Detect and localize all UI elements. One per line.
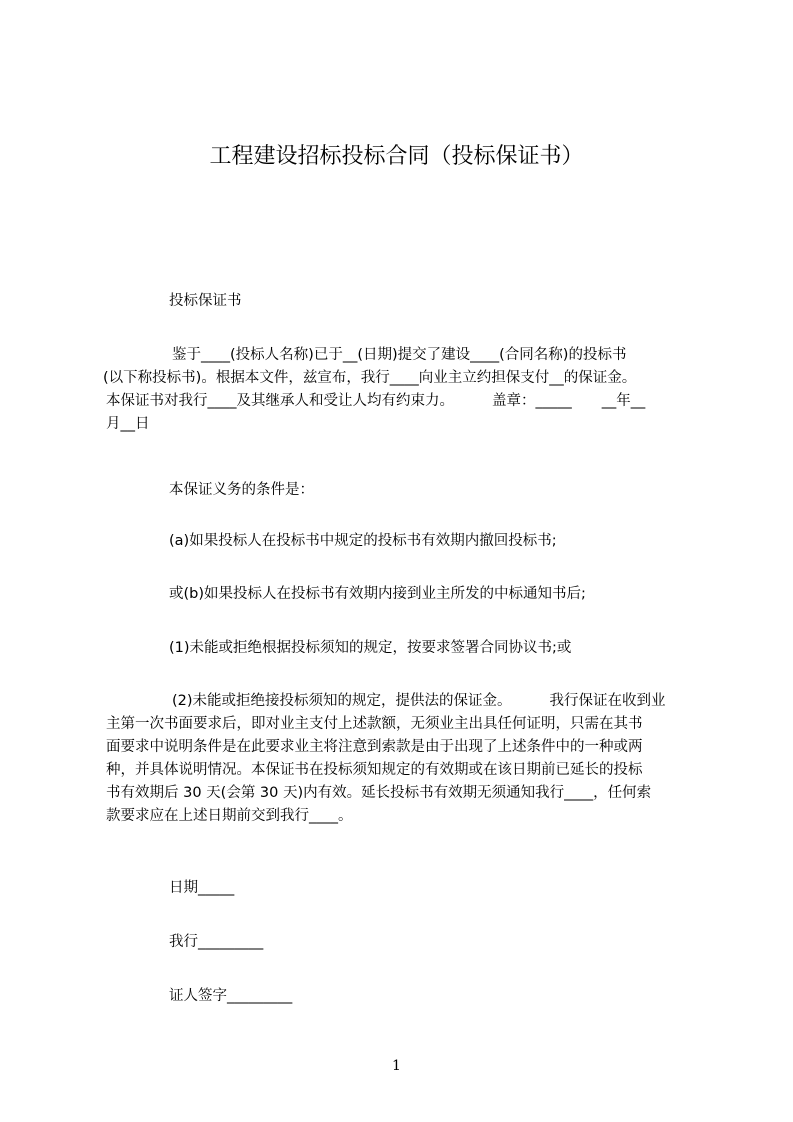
bank-field xyxy=(106,931,706,954)
date-year-field: __年__ xyxy=(601,393,646,409)
seal-field: 盖章：_____ xyxy=(492,393,572,409)
document-title: 工程建设招标投标合同（投标保证书） xyxy=(209,144,584,169)
condition-b xyxy=(106,583,706,606)
declaration-line-3 xyxy=(106,390,706,413)
terms-line-2: 主第一次书面要求后，即对业主支付上述款额，无须业主出具任何证明，只需在其书 xyxy=(106,716,643,732)
declaration-line-4: 月__日 xyxy=(106,416,150,432)
date-field-text: 日期_____ xyxy=(169,880,235,896)
guarantee-heading-text: 投标保证书 xyxy=(169,293,242,309)
condition-a-text: (a)如果投标人在投标书中规定的投标书有效期内撤回投标书; xyxy=(169,533,557,549)
declaration-line-3-text: 本保证书对我行____及其继承人和受让人均有约束力。 xyxy=(106,393,454,409)
condition-1-text: (1)未能或拒绝根据投标须知的规定，按要求签署合同协议书;或 xyxy=(169,640,572,656)
terms-line-5: 书有效期后 30 天(会第 30 天)内有效。延长投标书有效期无须通知我行____，任何索 xyxy=(106,785,652,801)
terms-line-4: 种，并具体说明情况。本保证书在投标须知规定的有效期或在该日期前已延长的投标 xyxy=(106,762,643,778)
terms-line-1-continued: 我行保证在收到业 xyxy=(549,693,666,709)
witness-signature-text: 证人签字_________ xyxy=(169,988,293,1004)
declaration-line-2: (以下称投标书)。根据本文件，兹宣布，我行____向业主立约担保支付__的保证金。 xyxy=(103,370,637,386)
date-field xyxy=(106,877,706,900)
terms-line-3: 面要求中说明条件是在此要求业主将注意到索款是由于出现了上述条件中的一种或两 xyxy=(106,739,643,755)
condition-1 xyxy=(106,637,706,660)
declaration-paragraph xyxy=(103,344,706,436)
page-number: 1 xyxy=(392,1058,401,1074)
condition-2-text: (2)未能或拒绝接投标须知的规定，提供法的保证金。 xyxy=(172,693,512,709)
conditions-heading-text: 本保证义务的条件是： xyxy=(169,482,314,498)
guarantee-heading xyxy=(106,290,706,313)
condition-b-text: 或(b)如果投标人在投标书有效期内接到业主所发的中标通知书后; xyxy=(169,586,586,602)
declaration-line-1: 鉴于____(投标人名称)已于__(日期)提交了建设____(合同名称)的投标书 xyxy=(172,347,627,363)
terms-line-1 xyxy=(106,690,706,713)
bank-field-text: 我行_________ xyxy=(169,934,264,950)
terms-line-6: 款要求应在上述日期前交到我行____。 xyxy=(106,808,353,824)
witness-signature-field xyxy=(106,985,706,1008)
guarantee-terms-paragraph xyxy=(106,690,706,828)
condition-a xyxy=(106,530,706,553)
conditions-heading xyxy=(106,479,706,502)
